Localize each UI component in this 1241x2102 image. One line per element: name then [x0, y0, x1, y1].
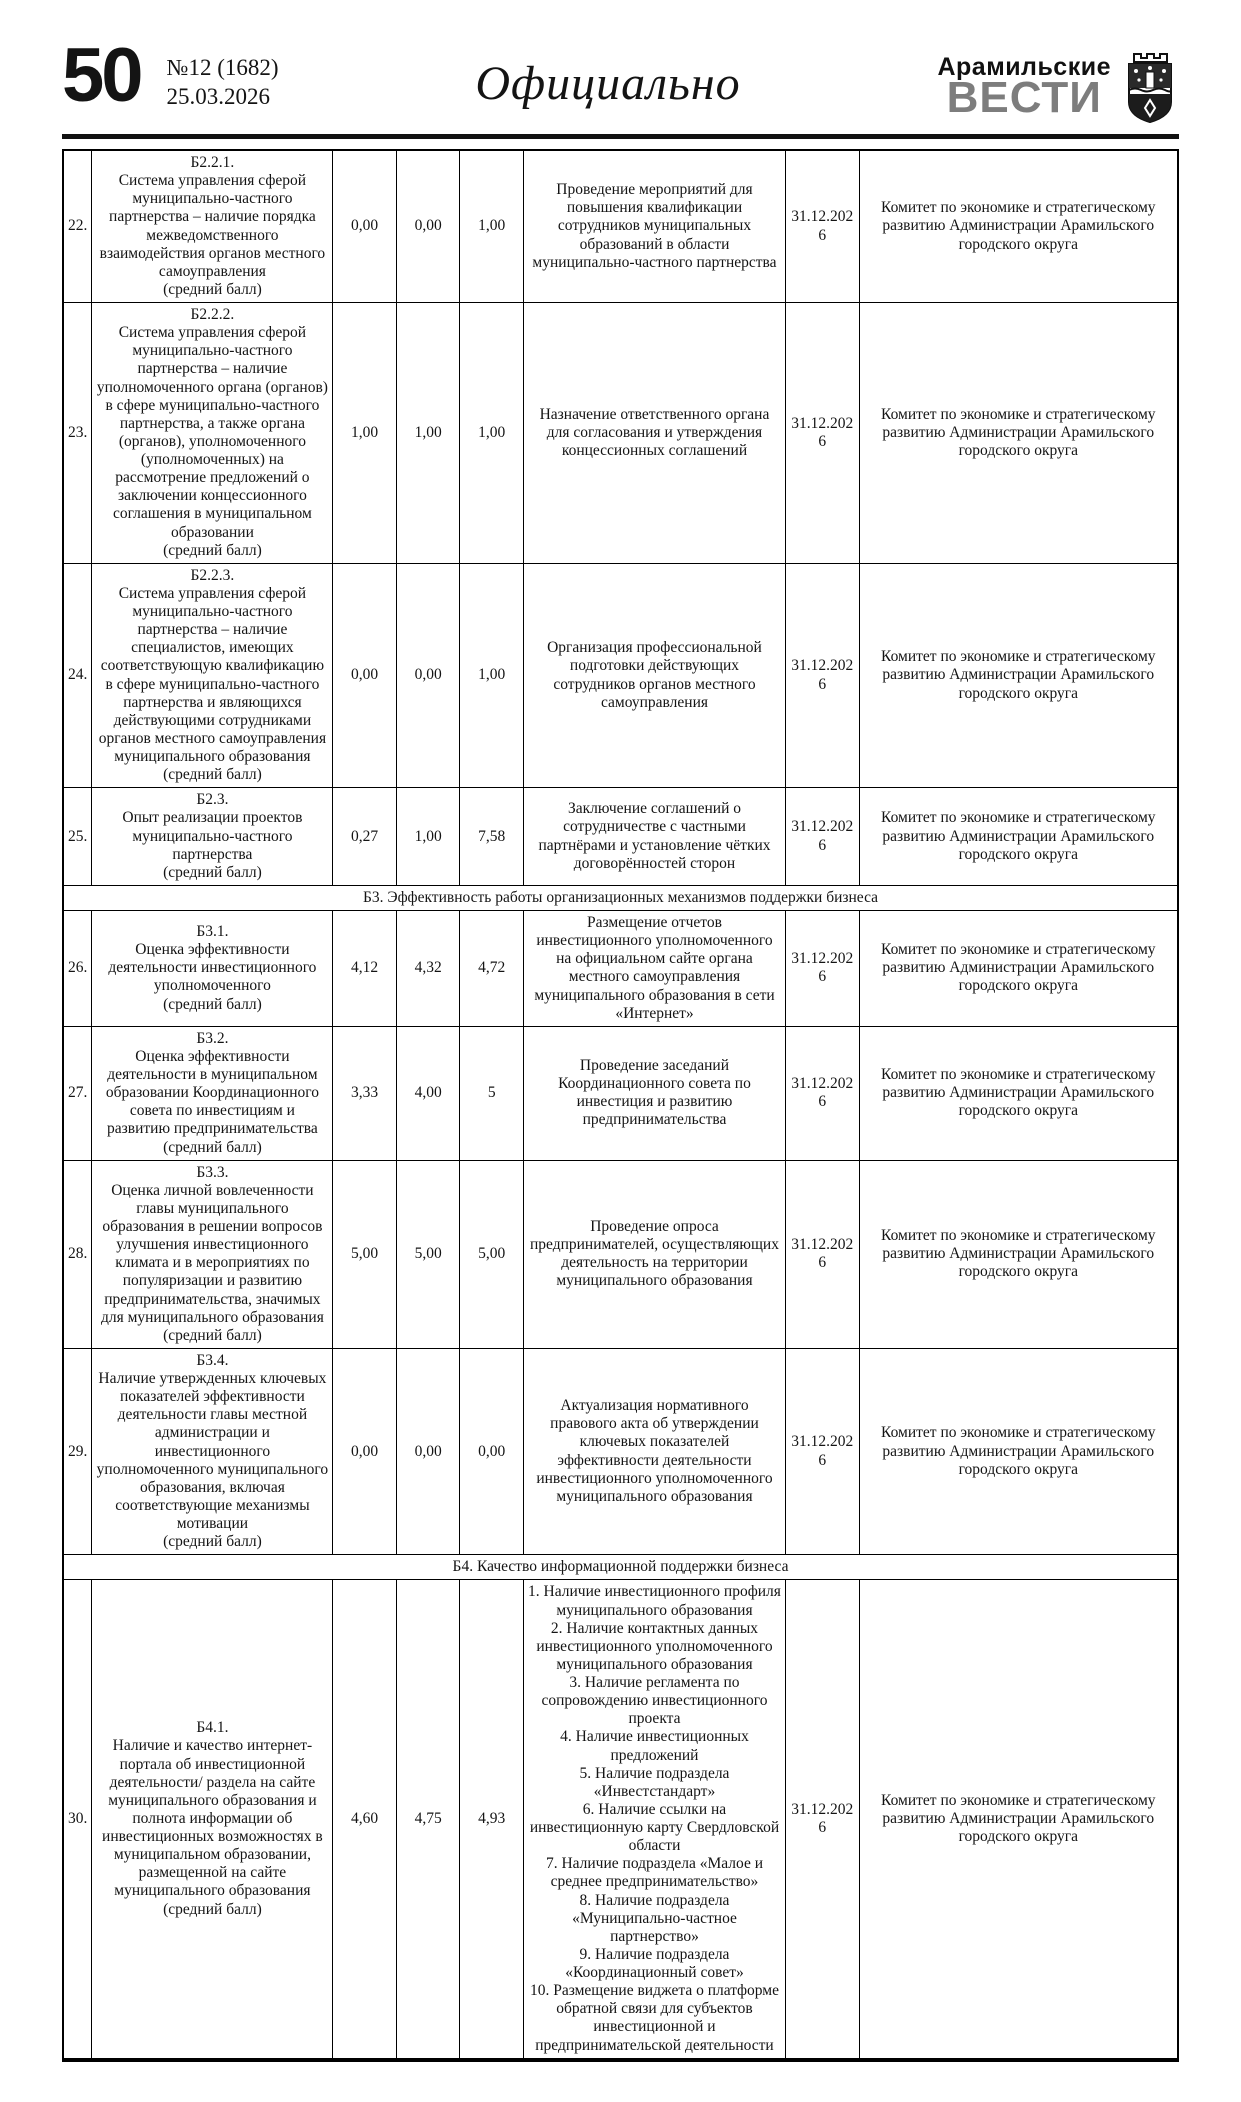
issue-number: №12 (1682) — [166, 55, 279, 80]
value-cell: 1,00 — [333, 303, 397, 564]
row-number-cell: 27. — [63, 1026, 92, 1160]
row-number-cell: 24. — [63, 563, 92, 788]
activity-cell — [523, 911, 785, 1027]
value-cell: 5 — [460, 1026, 524, 1160]
responsible-cell: Комитет по экономике и стратегическому развитию Администрации Арамильского городского округа — [859, 1160, 1178, 1348]
value-cell: 4,93 — [460, 1580, 524, 2060]
table-row — [63, 788, 1178, 886]
results-table — [62, 149, 1179, 2062]
activity-line: 8. Наличие подраздела «Муниципально-частное партнерство» — [572, 1891, 737, 1945]
value-cell: 1,00 — [396, 303, 460, 564]
row-number-cell: 29. — [63, 1348, 92, 1554]
activity-cell — [523, 150, 785, 303]
activity-line: Проведение мероприятий для повышения квалификации сотрудников муниципальных образований в области муниципально-частного партнерства — [532, 181, 777, 271]
activity-line: Размещение отчетов инвестиционного уполномоченного на официальном сайте органа местного самоуправления муниципального образования в сети «Интернет» — [534, 914, 775, 1022]
value-cell: 7,58 — [460, 788, 524, 886]
value-cell: 4,00 — [396, 1026, 460, 1160]
date-cell: 31.12.2026 — [786, 1026, 860, 1160]
value-cell: 0,00 — [396, 150, 460, 303]
activity-cell — [523, 788, 785, 886]
header-divider — [62, 134, 1179, 139]
table-row — [63, 911, 1178, 1027]
activity-line: 9. Наличие подраздела «Координационный совет» — [565, 1945, 744, 1981]
table-row — [63, 1348, 1178, 1554]
indicator-line: (средний балл) — [163, 541, 262, 559]
issue-date: 25.03.2026 — [166, 83, 271, 109]
row-number-cell: 26. — [63, 911, 92, 1027]
value-cell: 0,00 — [460, 1348, 524, 1554]
activity-line: 4. Наличие инвестиционных предложений — [560, 1728, 749, 1764]
row-number-cell: 30. — [63, 1580, 92, 2060]
activity-cell — [523, 1580, 785, 2060]
brand-name-bottom: ВЕСТИ — [946, 73, 1102, 123]
date-cell: 31.12.2026 — [786, 303, 860, 564]
value-cell: 3,33 — [333, 1026, 397, 1160]
indicator-cell — [92, 1026, 333, 1160]
activity-line: 7. Наличие подраздела «Малое и среднее предпринимательство» — [545, 1855, 764, 1891]
responsible-cell: Комитет по экономике и стратегическому развитию Администрации Арамильского городского округа — [859, 150, 1178, 303]
activity-cell — [523, 1160, 785, 1348]
indicator-line: (средний балл) — [163, 863, 262, 881]
responsible-cell: Комитет по экономике и стратегическому развитию Администрации Арамильского городского округа — [859, 1580, 1178, 2060]
indicator-line: (средний балл) — [163, 1138, 262, 1156]
indicator-line: Б3.3. — [196, 1163, 229, 1181]
value-cell: 5,00 — [333, 1160, 397, 1348]
indicator-line: (средний балл) — [163, 1533, 262, 1551]
section-header-cell: Б4. Качество информационной поддержки бизнеса — [63, 1555, 1178, 1580]
activity-cell — [523, 1026, 785, 1160]
value-cell: 1,00 — [396, 788, 460, 886]
indicator-line: (средний балл) — [163, 995, 262, 1013]
value-cell: 0,00 — [333, 150, 397, 303]
brand-name — [937, 52, 1111, 123]
responsible-cell: Комитет по экономике и стратегическому развитию Администрации Арамильского городского округа — [859, 1348, 1178, 1554]
indicator-line: (средний балл) — [163, 766, 262, 784]
table-row — [63, 1026, 1178, 1160]
indicator-line: (средний балл) — [163, 1900, 262, 1918]
activity-line: Проведение заседаний Координационного совета по инвестиция и развитию предпринимательства — [558, 1056, 751, 1129]
date-cell: 31.12.2026 — [786, 1160, 860, 1348]
section-row — [63, 885, 1178, 910]
value-cell: 4,32 — [396, 911, 460, 1027]
indicator-line: Наличие и качество интернет-портала об инвестиционной деятельности/ раздела на сайте муниципального образования и полнота информации об инвестиционных возможностях в муниципальном образовании, размещенной на сайте муниципального образования — [102, 1737, 323, 1900]
table-row — [63, 150, 1178, 303]
activity-line: 3. Наличие регламента по сопровождению инвестиционного проекта — [541, 1674, 768, 1728]
indicator-cell — [92, 1580, 333, 2060]
activity-cell — [523, 303, 785, 564]
indicator-line: Б3.4. — [196, 1351, 229, 1369]
indicator-cell — [92, 911, 333, 1027]
row-number-cell: 25. — [63, 788, 92, 886]
issue-block — [167, 44, 279, 112]
value-cell: 4,72 — [460, 911, 524, 1027]
results-table-body — [63, 150, 1178, 2060]
row-number-cell: 22. — [63, 150, 92, 303]
row-number-cell: 23. — [63, 303, 92, 564]
value-cell: 0,00 — [333, 563, 397, 788]
table-row — [63, 563, 1178, 788]
indicator-line: Оценка эффективности деятельности инвестиционного уполномоченного — [108, 941, 317, 995]
row-number-cell: 28. — [63, 1160, 92, 1348]
activity-line: Организация профессиональной подготовки действующих сотрудников органов местного самоуправления — [547, 639, 762, 711]
activity-line: 2. Наличие контактных данных инвестиционного уполномоченного муниципального образования — [536, 1619, 773, 1673]
indicator-cell — [92, 303, 333, 564]
indicator-cell — [92, 150, 333, 303]
indicator-line: (средний балл) — [163, 1326, 262, 1344]
activity-line: Назначение ответственного органа для согласования и утверждения концессионных соглашений — [539, 405, 770, 459]
indicator-cell — [92, 1348, 333, 1554]
value-cell: 4,75 — [396, 1580, 460, 2060]
responsible-cell: Комитет по экономике и стратегическому развитию Администрации Арамильского городского округа — [859, 303, 1178, 564]
responsible-cell: Комитет по экономике и стратегическому развитию Администрации Арамильского городского округа — [859, 911, 1178, 1027]
indicator-line: Б2.2.1. — [190, 154, 235, 171]
value-cell: 0,00 — [333, 1348, 397, 1554]
indicator-line: Оценка эффективности деятельности в муниципальном образовании Координационного совета по инвестициям и развитию предпринимательства — [105, 1047, 319, 1138]
value-cell: 5,00 — [396, 1160, 460, 1348]
activity-line: Проведение опроса предпринимателей, осуществляющих деятельность на территории муниципального образования — [529, 1218, 779, 1290]
indicator-line: (средний балл) — [163, 280, 262, 298]
indicator-line: Оценка личной вовлеченности главы муниципального образования в решении вопросов улучшения инвестиционного климата и в мероприятиях по популяризации и развитию предпринимательства, значимых для муниципального образования — [100, 1181, 324, 1326]
date-cell: 31.12.2026 — [786, 911, 860, 1027]
indicator-line: Б3.1. — [196, 923, 229, 941]
indicator-line: Б3.2. — [196, 1029, 229, 1047]
value-cell: 1,00 — [460, 563, 524, 788]
table-row — [63, 303, 1178, 564]
activity-line: Заключение соглашений о сотрудничестве с частными партнёрами и установление чётких договорённостей сторон — [538, 800, 771, 872]
value-cell: 1,00 — [460, 150, 524, 303]
section-header-cell: Б3. Эффективность работы организационных механизмов поддержки бизнеса — [63, 885, 1178, 910]
value-cell: 4,60 — [333, 1580, 397, 2060]
indicator-line: Система управления сферой муниципально-частного партнерства – наличие порядка межведомственного взаимодействия органов местного самоуправления — [99, 172, 326, 280]
indicator-cell — [92, 563, 333, 788]
value-cell: 0,27 — [333, 788, 397, 886]
indicator-line: Система управления сферой муниципально-частного партнерства – наличие уполномоченного органа (органов) в сфере муниципально-частного партнерства, а также органа (органов), уполномоченного (уполномоченных) на рассмотрение предложений о заключении концессионного соглашения в муниципальном образовании — [96, 324, 328, 541]
page-title: Официально — [475, 57, 741, 110]
activity-cell — [523, 563, 785, 788]
indicator-line: Б2.2.2. — [190, 306, 235, 323]
value-cell: 5,00 — [460, 1160, 524, 1348]
value-cell: 4,12 — [333, 911, 397, 1027]
responsible-cell: Комитет по экономике и стратегическому развитию Администрации Арамильского городского округа — [859, 563, 1178, 788]
activity-cell — [523, 1348, 785, 1554]
indicator-line: Опыт реализации проектов муниципально-частного партнерства — [122, 809, 303, 863]
activity-line: 6. Наличие ссылки на инвестиционную карту Свердловской области — [529, 1800, 780, 1855]
indicator-line: Б2.3. — [196, 791, 229, 809]
coat-of-arms-icon — [1121, 50, 1179, 124]
masthead — [62, 33, 1179, 124]
activity-line: 5. Наличие подраздела «Инвестстандарт» — [579, 1764, 730, 1800]
value-cell: 0,00 — [396, 563, 460, 788]
date-cell: 31.12.2026 — [786, 563, 860, 788]
activity-line: 1. Наличие инвестиционного профиля муниципального образования — [528, 1583, 781, 1619]
responsible-cell: Комитет по экономике и стратегическому развитию Администрации Арамильского городского округа — [859, 788, 1178, 886]
date-cell: 31.12.2026 — [786, 1580, 860, 2060]
brand-name-top: Арамильские — [937, 52, 1111, 81]
table-row — [63, 1160, 1178, 1348]
value-cell: 0,00 — [396, 1348, 460, 1554]
responsible-cell: Комитет по экономике и стратегическому развитию Администрации Арамильского городского округа — [859, 1026, 1178, 1160]
indicator-line: Б2.2.3. — [190, 566, 235, 584]
masthead-left — [62, 33, 279, 118]
indicator-line: Система управления сферой муниципально-частного партнерства – наличие специалистов, имеющих соответствующую квалификацию в сфере муниципально-частного партнерства и являющихся действующими сотрудниками органов местного самоуправления муниципального образования — [98, 584, 327, 765]
date-cell: 31.12.2026 — [786, 788, 860, 886]
activity-line: 10. Размещение виджета о платформе обратной связи для субъектов инвестиционной и предпринимательской деятельности — [529, 1982, 779, 2054]
indicator-cell — [92, 788, 333, 886]
indicator-line: Наличие утвержденных ключевых показателей эффективности деятельности главы местной администрации и инвестиционного уполномоченного муниципального образования, включая соответствующие механизмы мотивации — [96, 1370, 329, 1532]
indicator-cell — [92, 1160, 333, 1348]
date-cell: 31.12.2026 — [786, 1348, 860, 1554]
value-cell: 1,00 — [460, 303, 524, 564]
page-number: 50 — [62, 33, 141, 118]
indicator-line: Б4.1. — [196, 1719, 229, 1737]
section-row — [63, 1555, 1178, 1580]
date-cell: 31.12.2026 — [786, 150, 860, 303]
activity-line: Актуализация нормативного правового акта об утверждении ключевых показателей эффективности деятельности инвестиционного уполномоченного муниципального образования — [536, 1397, 773, 1505]
table-row — [63, 1580, 1178, 2060]
brand-logo — [937, 44, 1179, 124]
